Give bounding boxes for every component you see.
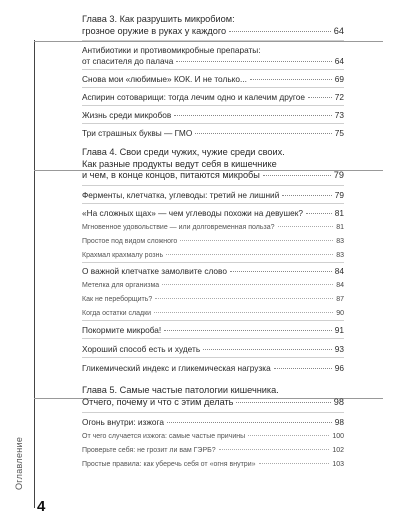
page-ref: 75: [334, 128, 344, 138]
page-ref: 100: [332, 433, 344, 440]
page-ref: 69: [334, 74, 344, 84]
page-ref: 91: [334, 325, 344, 335]
page-ref: 102: [332, 447, 344, 454]
toc-subitem[interactable]: Когда остатки сладки 90: [82, 310, 344, 317]
toc-subitem[interactable]: Метелка для организма 84: [82, 282, 344, 289]
page-ref: 83: [336, 238, 344, 245]
toc-item[interactable]: Ферменты, клетчатка, углеводы: третий не лишний 79: [82, 190, 344, 200]
chapter-title: Глава 4. Свои среди чужих, чужие среди своих.: [82, 147, 285, 157]
page-ref: 64: [334, 56, 344, 66]
chapter-title: Глава 5. Самые частые патологии кишечника.: [82, 385, 279, 395]
page-ref: 81: [336, 224, 344, 231]
toc-subitem[interactable]: Простые правила: как уберечь себя от «огня внутри» 103: [82, 461, 344, 468]
toc-subitem[interactable]: Проверьте себя: не грозит ли вам ГЭРБ? 102: [82, 447, 344, 454]
page-ref: 73: [334, 110, 344, 120]
toc-subitem[interactable]: Крахмал крахмалу рознь 83: [82, 252, 344, 259]
page-ref: 79: [334, 190, 344, 200]
page-ref: 98: [333, 396, 344, 407]
toc-item[interactable]: Огонь внутри: изжога 98: [82, 417, 344, 427]
toc-item[interactable]: Жизнь среди микробов 73: [82, 110, 344, 120]
chapter-heading[interactable]: Глава 3. Как разрушить микробиом: грозное оружие в руках у каждого 64: [82, 14, 344, 36]
chapter-title: Глава 3. Как разрушить микробиом:: [82, 14, 235, 24]
page-ref: 98: [334, 417, 344, 427]
chapter-heading[interactable]: Глава 5. Самые частые патологии кишечника. Отчего, почему и что с этим делать 98: [82, 385, 344, 407]
chapter-heading[interactable]: Глава 4. Свои среди чужих, чужие среди своих. Как разные продукты ведут себя в кишечнике и чем, в конце концов, питаются микробы 79: [82, 147, 344, 180]
toc-item[interactable]: Снова мои «любимые» КОК. И не только... 69: [82, 74, 344, 84]
toc-item[interactable]: Три страшных буквы — ГМО 75: [82, 128, 344, 138]
page-ref: 87: [336, 296, 344, 303]
toc-item[interactable]: Хороший способ есть и худеть 93: [82, 344, 344, 354]
section-side-label: Оглавление: [14, 436, 24, 490]
page-ref: 84: [334, 266, 344, 276]
page-ref: 84: [336, 282, 344, 289]
page-ref: 72: [334, 92, 344, 102]
toc-item[interactable]: О важной клетчатке замолвите слово 84: [82, 266, 344, 276]
page-ref: 90: [336, 310, 344, 317]
margin-rule: [34, 40, 35, 508]
page-number: 4: [37, 498, 46, 515]
toc-item[interactable]: Аспирин сотоварищи: тогда лечим одно и калечим другое 72: [82, 92, 344, 102]
toc-item[interactable]: Покормите микроба! 91: [82, 325, 344, 335]
page-ref: 79: [333, 170, 344, 180]
page-ref: 83: [336, 252, 344, 259]
toc-subitem[interactable]: Как не переборщить? 87: [82, 296, 344, 303]
toc-item[interactable]: Гликемический индекс и гликемическая нагрузка 96: [82, 363, 344, 373]
top-rule: [34, 41, 383, 42]
toc-item[interactable]: Антибиотики и противомикробные препараты: от спасителя до палача 64: [82, 45, 344, 66]
toc-subitem[interactable]: Мгновенное удовольствие — или долговременная польза? 81: [82, 224, 344, 231]
toc-item[interactable]: «На сложных щах» — чем углеводы похожи на девушек? 81: [82, 208, 344, 218]
toc-subitem[interactable]: Простое под видом сложного 83: [82, 238, 344, 245]
page-ref: 103: [332, 461, 344, 468]
page-ref: 96: [334, 363, 344, 373]
toc-subitem[interactable]: От чего случается изжога: самые частые причины 100: [82, 433, 344, 440]
page-ref: 93: [334, 344, 344, 354]
page-ref: 64: [333, 25, 344, 36]
page-ref: 81: [334, 208, 344, 218]
